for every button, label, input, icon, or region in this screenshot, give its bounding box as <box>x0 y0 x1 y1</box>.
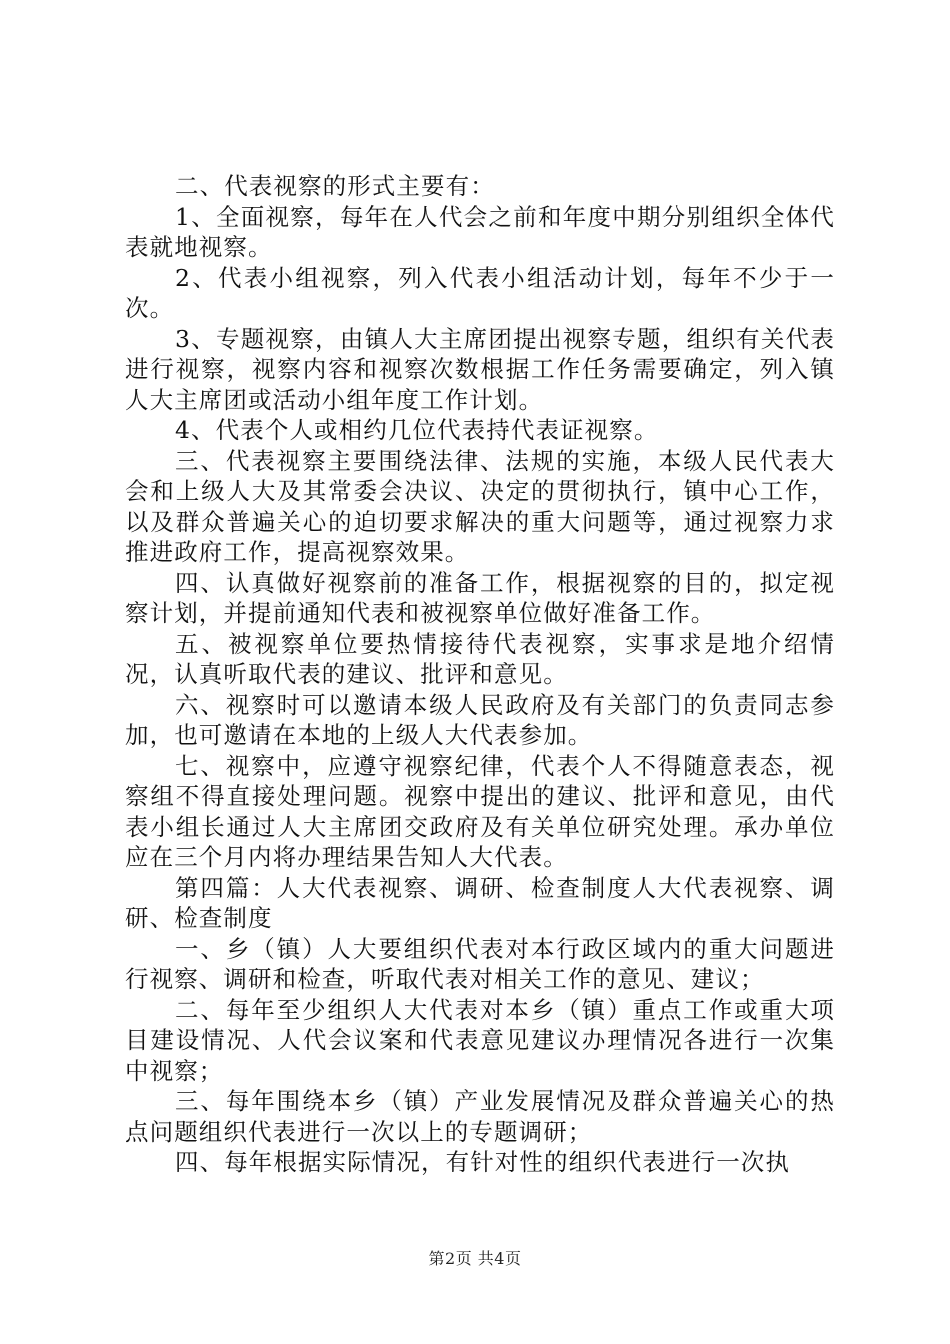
paragraph-1: 二、代表视察的形式主要有： <box>175 172 495 200</box>
paragraph-10: 七、视察中，应遵守视察纪律，代表个人不得随意表态，视察组不得直接处理问题。视察中提出的建议、批评和意见，由代表小组长通过人大主席团交政府及有关单位研究处理。承办单位应在三个月内将办理结果告知人大代表。 <box>125 751 835 871</box>
paragraph-5: 4、代表个人或相约几位代表持代表证视察。 <box>175 416 659 444</box>
paragraph-3: 2、代表小组视察，列入代表小组活动计划，每年不少于一次。 <box>125 263 835 322</box>
paragraph-2: 1、全面视察，每年在人代会之前和年度中期分别组织全体代表就地视察。 <box>125 202 835 261</box>
paragraph-14: 三、每年围绕本乡（镇）产业发展情况及群众普遍关心的热点问题组织代表进行一次以上的专题调研； <box>125 1087 835 1146</box>
section-heading: 第四篇：人大代表视察、调研、检查制度人大代表视察、调研、检查制度 <box>125 873 835 932</box>
paragraph-12: 一、乡（镇）人大要组织代表对本行政区域内的重大问题进行视察、调研和检查，听取代表对相关工作的意见、建议； <box>125 934 835 993</box>
paragraph-15: 四、每年根据实际情况，有针对性的组织代表进行一次执 <box>175 1148 790 1176</box>
paragraph-6: 三、代表视察主要围绕法律、法规的实施，本级人民代表大会和上级人大及其常委会决议、决定的贯彻执行，镇中心工作，以及群众普遍关心的迫切要求解决的重大问题等，通过视察力求推进政府工作，提高视察效果。 <box>125 446 835 566</box>
paragraph-4: 3、专题视察，由镇人大主席团提出视察专题，组织有关代表进行视察，视察内容和视察次数根据工作任务需要确定，列入镇人大主席团或活动小组年度工作计划。 <box>125 324 835 414</box>
paragraph-13: 二、每年至少组织人大代表对本乡（镇）重点工作或重大项目建设情况、人代会议案和代表意见建议办理情况各进行一次集中视察； <box>125 995 835 1085</box>
paragraph-9: 六、视察时可以邀请本级人民政府及有关部门的负责同志参加，也可邀请在本地的上级人大代表参加。 <box>125 690 835 749</box>
paragraph-8: 五、被视察单位要热情接待代表视察，实事求是地介绍情况，认真听取代表的建议、批评和意见。 <box>125 629 835 688</box>
paragraph-7: 四、认真做好视察前的准备工作，根据视察的目的，拟定视察计划，并提前通知代表和被视察单位做好准备工作。 <box>125 568 835 627</box>
page-number-footer: 第2页 共4页 <box>428 1249 522 1268</box>
document-body <box>125 171 835 1178</box>
